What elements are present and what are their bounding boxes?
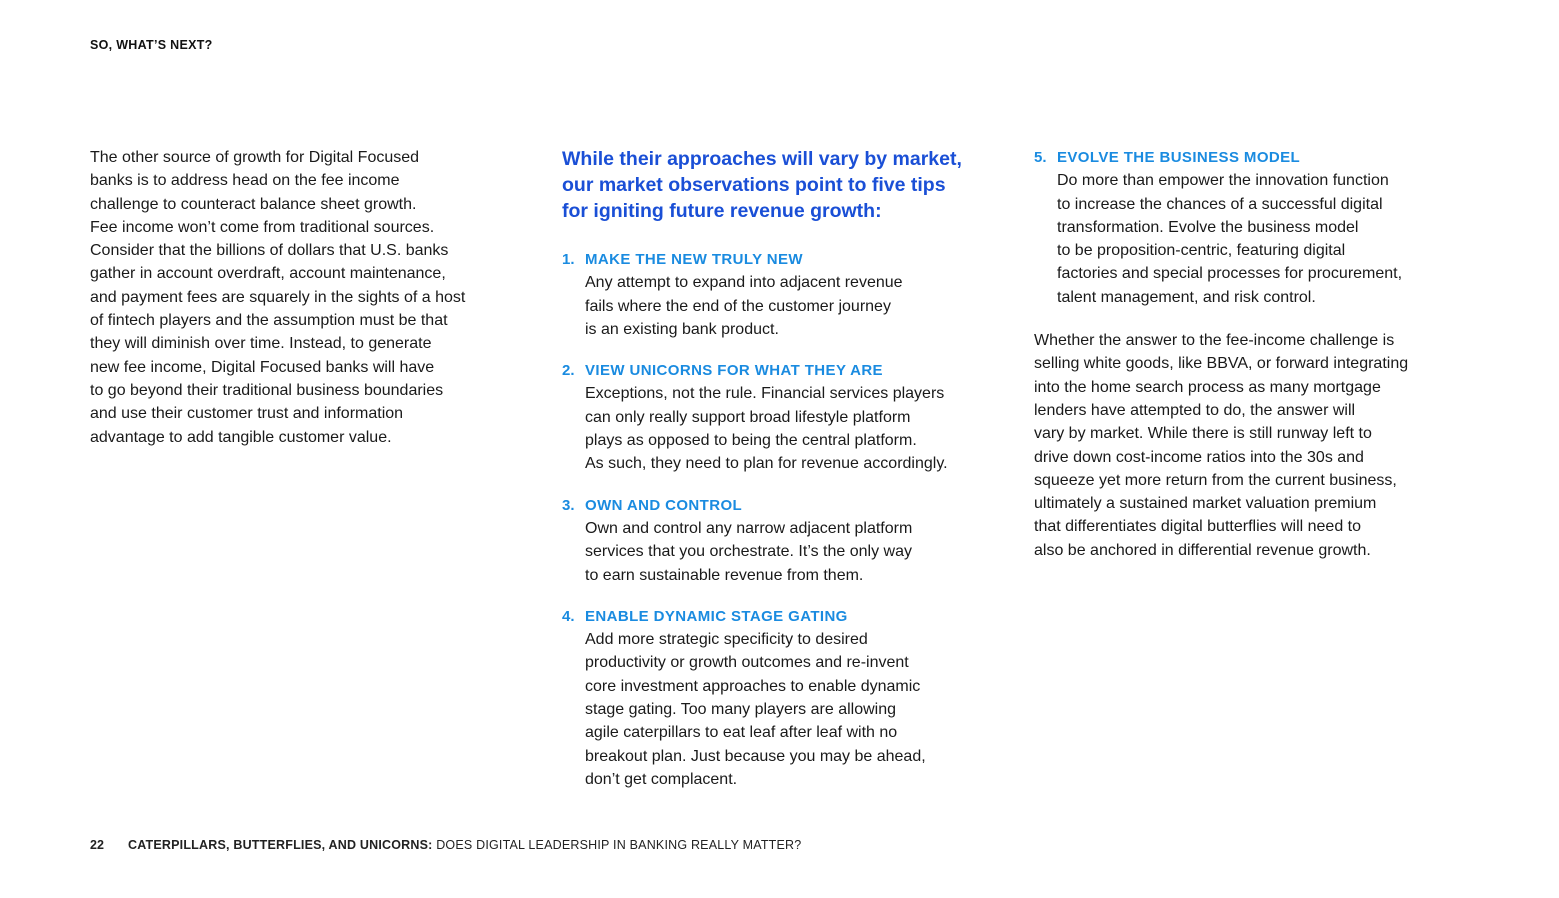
section-label: SO, WHAT’S NEXT? <box>90 38 213 52</box>
tip-title: VIEW UNICORNS FOR WHAT THEY ARE <box>585 362 883 380</box>
tip-body: Any attempt to expand into adjacent revenue fails where the end of the customer journey is an existing bank product. <box>585 274 903 338</box>
report-title-subtitle: DOES DIGITAL LEADERSHIP IN BANKING REALLY MATTER? <box>432 838 802 852</box>
tips-intro-heading: While their approaches will vary by market, our market observations point to five tips for igniting future revenue growth: <box>562 148 962 222</box>
tip-item-5 <box>1034 146 1469 309</box>
tip-item-4 <box>562 605 1007 791</box>
right-column <box>1034 146 1469 562</box>
tip-item-2 <box>562 359 1007 475</box>
tip-item-1 <box>562 248 1007 341</box>
tips-list <box>562 248 1007 791</box>
left-column <box>90 146 520 449</box>
tip-number: 4. <box>562 607 575 625</box>
tip-title: ENABLE DYNAMIC STAGE GATING <box>585 607 848 625</box>
middle-column <box>562 146 1007 809</box>
tip-number: 2. <box>562 362 575 380</box>
tip-body: Do more than empower the innovation function to increase the chances of a successful digital transformation. Evolve the business model to be proposition-centric, featuring digital factories and special processes for procurement, talent management, and risk control. <box>1057 172 1403 306</box>
page-footer <box>90 838 801 852</box>
tip-body: Own and control any narrow adjacent platform services that you orchestrate. It’s the only way to earn sustainable revenue from them. <box>585 519 913 584</box>
tip-number: 5. <box>1034 149 1047 166</box>
page-number: 22 <box>90 838 104 852</box>
fee-income-paragraph: The other source of growth for Digital Focused banks is to address head on the fee income challenge to counteract balance sheet growth. Fee income won’t come from traditional sources. Consider that the billions of dollars that U.S. banks gather in account overdraft, account maintenance, and payment fees are squarely in the sights of a host of fintech players and the assumption must be that they will diminish over time. Instead, to generate new fee income, Digital Focused banks will have to go beyond their traditional business boundaries and use their customer trust and information advantage to add tangible customer value. <box>90 149 466 446</box>
tip-number: 1. <box>562 251 575 268</box>
closing-paragraph: Whether the answer to the fee-income challenge is selling white goods, like BBVA, or forward integrating into the home search process as many mortgage lenders have attempted to do, the answer will vary by market. While there is still runway left to drive down cost-income ratios into the 30s and squeeze yet more return from the current business, ultimately a sustained market valuation premium that differentiates digital butterflies will need to also be anchored in differential revenue growth. <box>1034 332 1409 559</box>
tip-body: Exceptions, not the rule. Financial services players can only really support broad lifestyle platform plays as opposed to being the central platform. As such, they need to plan for revenue accordingly. <box>585 385 948 473</box>
report-title-bold: CATERPILLARS, BUTTERFLIES, AND UNICORNS: <box>128 838 433 852</box>
tip-title: MAKE THE NEW TRULY NEW <box>585 251 803 268</box>
tip-number: 3. <box>562 496 575 514</box>
tip-item-3 <box>562 494 1007 587</box>
tip-title: OWN AND CONTROL <box>585 496 743 514</box>
tip-body: Add more strategic specificity to desired productivity or growth outcomes and re-invent core investment approaches to enable dynamic stage gating. Too many players are allowing agile caterpillars to eat leaf after leaf with no breakout plan. Just because you may be ahead, don’t get complacent. <box>585 631 926 788</box>
tip-title: EVOLVE THE BUSINESS MODEL <box>1057 149 1301 166</box>
